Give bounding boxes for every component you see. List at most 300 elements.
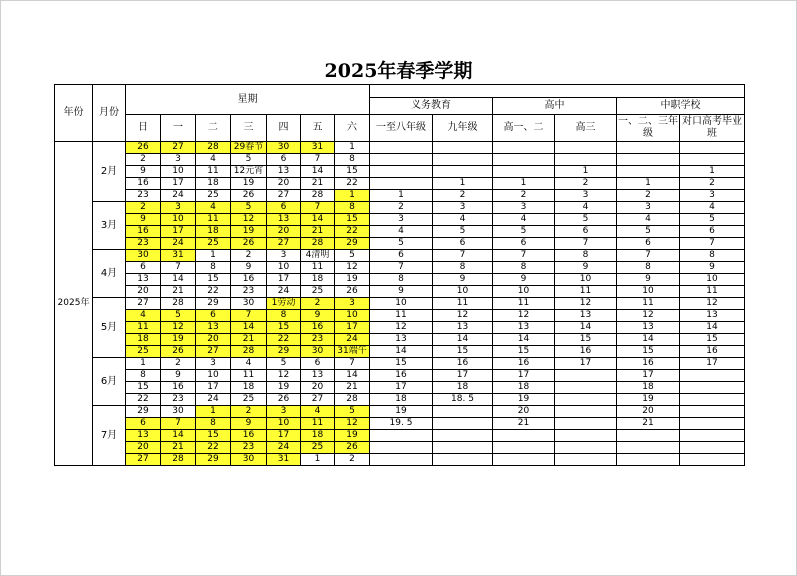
day-cell: 8	[335, 202, 370, 214]
week-count-cell: 17	[370, 382, 433, 394]
column-header: 对口高考毕业班	[680, 115, 745, 142]
week-count-cell: 3	[555, 190, 617, 202]
day-cell: 1	[301, 454, 335, 466]
week-count-cell: 3	[493, 202, 555, 214]
week-count-cell: 16	[493, 358, 555, 370]
day-cell: 3	[196, 358, 231, 370]
day-cell: 22	[196, 286, 231, 298]
week-count-cell: 2	[370, 202, 433, 214]
month-cell: 3月	[93, 202, 126, 250]
week-count-cell: 17	[680, 358, 745, 370]
day-cell: 27	[126, 454, 161, 466]
day-cell: 26	[335, 442, 370, 454]
day-cell: 7	[161, 262, 196, 274]
day-cell: 15	[267, 322, 301, 334]
table-row	[55, 190, 745, 202]
week-count-cell: 10	[433, 286, 493, 298]
day-header: 四	[267, 115, 301, 142]
week-count-cell	[433, 442, 493, 454]
week-count-cell	[555, 418, 617, 430]
day-cell: 13	[126, 274, 161, 286]
week-count-cell: 11	[370, 310, 433, 322]
week-count-cell: 10	[370, 298, 433, 310]
week-count-cell: 12	[680, 298, 745, 310]
week-count-cell: 4	[433, 214, 493, 226]
day-cell: 3	[267, 250, 301, 262]
group-compulsory: 义务教育	[370, 98, 493, 115]
week-count-cell: 4	[555, 202, 617, 214]
week-count-cell	[493, 154, 555, 166]
table-row	[55, 202, 745, 214]
table-row	[55, 346, 745, 358]
day-cell: 29	[196, 454, 231, 466]
week-count-cell: 8	[555, 250, 617, 262]
day-cell: 2	[161, 358, 196, 370]
week-count-cell: 11	[433, 298, 493, 310]
day-cell: 4	[196, 202, 231, 214]
day-cell: 8	[335, 154, 370, 166]
day-cell: 6	[301, 358, 335, 370]
calendar-table	[54, 84, 745, 466]
day-cell: 2	[126, 154, 161, 166]
week-header: 星期	[126, 85, 370, 115]
day-cell: 12元宵	[231, 166, 267, 178]
week-count-cell: 2	[617, 190, 680, 202]
week-count-cell	[680, 142, 745, 154]
week-count-cell: 7	[555, 238, 617, 250]
week-count-cell: 1	[555, 166, 617, 178]
week-count-cell	[680, 454, 745, 466]
day-cell: 7	[335, 358, 370, 370]
week-count-cell: 3	[433, 202, 493, 214]
table-row	[55, 310, 745, 322]
day-cell: 17	[161, 226, 196, 238]
week-count-cell: 10	[680, 274, 745, 286]
day-cell: 31	[267, 454, 301, 466]
day-cell: 13	[267, 166, 301, 178]
day-cell: 7	[161, 418, 196, 430]
table-row	[55, 286, 745, 298]
day-cell: 12	[161, 322, 196, 334]
day-cell: 26	[267, 394, 301, 406]
day-cell: 14	[335, 370, 370, 382]
day-cell: 15	[126, 382, 161, 394]
day-cell: 17	[335, 322, 370, 334]
day-cell: 20	[267, 178, 301, 190]
week-count-cell	[433, 418, 493, 430]
day-cell: 28	[161, 298, 196, 310]
day-cell: 10	[196, 370, 231, 382]
day-cell: 29	[126, 406, 161, 418]
week-count-cell: 6	[433, 238, 493, 250]
day-cell: 16	[126, 178, 161, 190]
week-count-cell: 13	[617, 322, 680, 334]
day-cell: 21	[161, 442, 196, 454]
week-count-cell: 3	[680, 190, 745, 202]
day-cell: 28	[161, 454, 196, 466]
week-count-cell: 6	[555, 226, 617, 238]
week-count-cell	[555, 142, 617, 154]
week-count-cell: 21	[493, 418, 555, 430]
day-cell: 18	[126, 334, 161, 346]
day-cell: 13	[126, 430, 161, 442]
day-cell: 15	[196, 430, 231, 442]
day-cell: 2	[126, 202, 161, 214]
week-count-cell: 5	[555, 214, 617, 226]
day-cell: 28	[335, 394, 370, 406]
column-header: 高一、二	[493, 115, 555, 142]
day-cell: 1劳动	[267, 298, 301, 310]
week-count-cell: 7	[433, 250, 493, 262]
day-cell: 20	[267, 226, 301, 238]
week-count-cell: 17	[555, 358, 617, 370]
week-count-cell: 5	[370, 238, 433, 250]
day-cell: 13	[196, 322, 231, 334]
week-count-cell	[680, 370, 745, 382]
week-count-cell	[370, 142, 433, 154]
week-count-cell: 16	[680, 346, 745, 358]
week-count-cell: 5	[680, 214, 745, 226]
week-count-cell: 9	[433, 274, 493, 286]
day-cell: 12	[335, 262, 370, 274]
day-cell: 22	[335, 178, 370, 190]
day-cell: 24	[161, 238, 196, 250]
week-count-cell: 5	[617, 226, 680, 238]
week-count-cell	[493, 442, 555, 454]
day-cell: 5	[335, 406, 370, 418]
week-count-cell: 8	[680, 250, 745, 262]
day-header: 二	[196, 115, 231, 142]
day-cell: 4清明	[301, 250, 335, 262]
table-row	[55, 298, 745, 310]
day-cell: 18	[231, 382, 267, 394]
table-row	[55, 178, 745, 190]
week-count-cell	[617, 430, 680, 442]
day-cell: 3	[161, 154, 196, 166]
week-count-cell: 12	[493, 310, 555, 322]
day-cell: 21	[301, 178, 335, 190]
year-header: 年份	[55, 85, 93, 142]
day-cell: 21	[231, 334, 267, 346]
week-count-cell: 4	[680, 202, 745, 214]
table-row	[55, 394, 745, 406]
week-count-cell: 9	[370, 286, 433, 298]
month-header: 月份	[93, 85, 126, 142]
day-cell: 10	[161, 214, 196, 226]
day-cell: 16	[126, 226, 161, 238]
day-cell: 9	[126, 166, 161, 178]
day-cell: 19	[335, 430, 370, 442]
day-header: 五	[301, 115, 335, 142]
week-count-cell	[617, 166, 680, 178]
day-cell: 29	[196, 298, 231, 310]
day-cell: 12	[231, 214, 267, 226]
week-count-cell	[555, 406, 617, 418]
day-cell: 27	[267, 190, 301, 202]
day-cell: 6	[267, 202, 301, 214]
week-count-cell: 8	[370, 274, 433, 286]
day-cell: 29春节	[231, 142, 267, 154]
week-count-cell: 5	[433, 226, 493, 238]
week-count-cell	[433, 454, 493, 466]
day-cell: 22	[126, 394, 161, 406]
day-header: 六	[335, 115, 370, 142]
week-count-cell	[433, 142, 493, 154]
week-count-cell: 12	[433, 310, 493, 322]
table-row	[55, 238, 745, 250]
day-cell: 9	[231, 418, 267, 430]
week-count-cell: 20	[493, 406, 555, 418]
week-count-cell: 14	[555, 322, 617, 334]
week-count-cell	[370, 178, 433, 190]
day-cell: 11	[231, 370, 267, 382]
table-row	[55, 334, 745, 346]
table-row	[55, 250, 745, 262]
week-count-cell: 17	[433, 370, 493, 382]
day-header: 日	[126, 115, 161, 142]
week-count-cell	[680, 430, 745, 442]
week-count-cell: 8	[493, 262, 555, 274]
week-count-cell: 17	[617, 370, 680, 382]
day-cell: 1	[196, 406, 231, 418]
day-cell: 30	[301, 346, 335, 358]
week-count-cell: 13	[555, 310, 617, 322]
week-count-cell: 12	[555, 298, 617, 310]
day-cell: 27	[301, 394, 335, 406]
table-row	[55, 262, 745, 274]
week-count-cell	[370, 154, 433, 166]
week-count-cell: 19	[493, 394, 555, 406]
week-count-cell: 14	[433, 334, 493, 346]
week-count-cell: 14	[493, 334, 555, 346]
week-count-cell: 16	[433, 358, 493, 370]
week-count-cell: 13	[680, 310, 745, 322]
day-cell: 17	[196, 382, 231, 394]
week-count-cell: 14	[617, 334, 680, 346]
day-cell: 20	[126, 286, 161, 298]
day-cell: 18	[301, 274, 335, 286]
day-cell: 11	[196, 214, 231, 226]
day-cell: 21	[335, 382, 370, 394]
table-row	[55, 430, 745, 442]
day-cell: 3	[335, 298, 370, 310]
day-cell: 31端午	[335, 346, 370, 358]
table-row	[55, 454, 745, 466]
table-row	[55, 214, 745, 226]
month-cell: 2月	[93, 142, 126, 202]
week-count-cell: 9	[617, 274, 680, 286]
day-cell: 7	[301, 202, 335, 214]
week-count-cell: 11	[680, 286, 745, 298]
day-cell: 23	[301, 334, 335, 346]
day-cell: 14	[301, 214, 335, 226]
day-cell: 16	[231, 274, 267, 286]
week-count-cell	[555, 442, 617, 454]
week-count-cell: 1	[370, 190, 433, 202]
day-cell: 24	[335, 334, 370, 346]
week-count-cell: 14	[680, 322, 745, 334]
table-row	[55, 418, 745, 430]
week-count-cell: 11	[493, 298, 555, 310]
column-header: 高三	[555, 115, 617, 142]
week-count-cell: 12	[617, 310, 680, 322]
day-cell: 24	[267, 442, 301, 454]
day-cell: 27	[196, 346, 231, 358]
day-cell: 30	[267, 142, 301, 154]
day-cell: 25	[126, 346, 161, 358]
day-cell: 10	[267, 418, 301, 430]
day-cell: 1	[196, 250, 231, 262]
week-count-cell	[433, 166, 493, 178]
day-cell: 4	[196, 154, 231, 166]
day-cell: 16	[161, 382, 196, 394]
day-cell: 8	[196, 262, 231, 274]
day-cell: 1	[335, 142, 370, 154]
week-count-cell	[680, 418, 745, 430]
day-cell: 19	[267, 382, 301, 394]
day-cell: 28	[231, 346, 267, 358]
week-count-cell	[680, 406, 745, 418]
week-count-cell	[617, 442, 680, 454]
column-header: 一至八年级	[370, 115, 433, 142]
table-row	[55, 382, 745, 394]
day-cell: 23	[231, 442, 267, 454]
day-cell: 6	[126, 418, 161, 430]
day-cell: 29	[267, 346, 301, 358]
day-cell: 30	[231, 298, 267, 310]
week-count-cell: 10	[493, 286, 555, 298]
page-title: 2025年春季学期	[324, 60, 473, 82]
month-cell: 5月	[93, 298, 126, 358]
day-cell: 15	[335, 214, 370, 226]
week-count-cell: 19	[617, 394, 680, 406]
day-cell: 10	[161, 166, 196, 178]
table-row	[55, 166, 745, 178]
day-cell: 22	[267, 334, 301, 346]
week-count-cell: 15	[617, 346, 680, 358]
week-count-cell: 18	[433, 382, 493, 394]
month-cell: 6月	[93, 358, 126, 406]
week-count-cell	[617, 154, 680, 166]
week-count-cell	[493, 454, 555, 466]
day-cell: 2	[301, 298, 335, 310]
day-cell: 7	[231, 310, 267, 322]
week-count-cell	[555, 454, 617, 466]
week-count-cell: 11	[617, 298, 680, 310]
day-cell: 1	[335, 190, 370, 202]
day-cell: 6	[126, 262, 161, 274]
week-count-cell: 4	[617, 214, 680, 226]
day-cell: 19	[231, 178, 267, 190]
week-count-cell	[370, 166, 433, 178]
day-cell: 2	[231, 406, 267, 418]
month-cell: 4月	[93, 250, 126, 298]
week-count-cell: 10	[617, 286, 680, 298]
week-count-cell: 8	[433, 262, 493, 274]
week-count-cell	[617, 454, 680, 466]
day-cell: 17	[267, 430, 301, 442]
day-cell: 11	[196, 166, 231, 178]
day-cell: 12	[267, 370, 301, 382]
day-cell: 26	[231, 190, 267, 202]
day-cell: 5	[161, 310, 196, 322]
week-count-cell	[370, 442, 433, 454]
day-cell: 22	[335, 226, 370, 238]
week-count-cell: 9	[555, 262, 617, 274]
day-cell: 26	[161, 346, 196, 358]
day-cell: 1	[126, 358, 161, 370]
day-cell: 6	[267, 154, 301, 166]
week-count-cell	[493, 142, 555, 154]
week-count-cell: 19	[370, 406, 433, 418]
week-count-cell: 13	[370, 334, 433, 346]
group-vocational: 中职学校	[617, 98, 745, 115]
week-count-cell: 7	[680, 238, 745, 250]
day-cell: 26	[335, 286, 370, 298]
day-cell: 20	[196, 334, 231, 346]
day-cell: 17	[267, 274, 301, 286]
day-cell: 13	[267, 214, 301, 226]
week-count-cell	[555, 430, 617, 442]
day-cell: 14	[231, 322, 267, 334]
day-cell: 19	[231, 226, 267, 238]
week-count-cell: 18	[617, 382, 680, 394]
week-count-cell: 1	[617, 178, 680, 190]
day-cell: 27	[161, 142, 196, 154]
day-cell: 31	[161, 250, 196, 262]
day-cell: 10	[335, 310, 370, 322]
day-cell: 20	[126, 442, 161, 454]
week-count-cell: 1	[493, 178, 555, 190]
day-cell: 28	[301, 190, 335, 202]
week-count-cell: 3	[370, 214, 433, 226]
week-count-cell	[433, 154, 493, 166]
week-count-cell	[555, 382, 617, 394]
day-cell: 5	[267, 358, 301, 370]
day-cell: 9	[126, 214, 161, 226]
week-count-cell	[555, 370, 617, 382]
table-row	[55, 274, 745, 286]
day-cell: 8	[267, 310, 301, 322]
day-cell: 4	[301, 406, 335, 418]
week-count-cell: 21	[617, 418, 680, 430]
table-row	[55, 442, 745, 454]
week-count-cell	[555, 154, 617, 166]
group-highschool: 高中	[493, 98, 617, 115]
day-cell: 19	[335, 274, 370, 286]
week-count-cell: 7	[493, 250, 555, 262]
week-count-cell	[493, 430, 555, 442]
day-cell: 23	[126, 238, 161, 250]
day-cell: 9	[301, 310, 335, 322]
day-cell: 14	[161, 430, 196, 442]
day-cell: 11	[126, 322, 161, 334]
table-row	[55, 226, 745, 238]
week-count-cell: 4	[493, 214, 555, 226]
day-cell: 4	[126, 310, 161, 322]
day-cell: 30	[231, 454, 267, 466]
week-count-cell: 9	[680, 262, 745, 274]
column-header: 九年级	[433, 115, 493, 142]
week-count-cell: 8	[617, 262, 680, 274]
day-cell: 28	[196, 142, 231, 154]
week-count-cell	[680, 442, 745, 454]
week-count-cell: 15	[555, 334, 617, 346]
day-cell: 2	[231, 250, 267, 262]
table-row	[55, 406, 745, 418]
week-count-cell: 2	[680, 178, 745, 190]
day-cell: 19	[161, 334, 196, 346]
